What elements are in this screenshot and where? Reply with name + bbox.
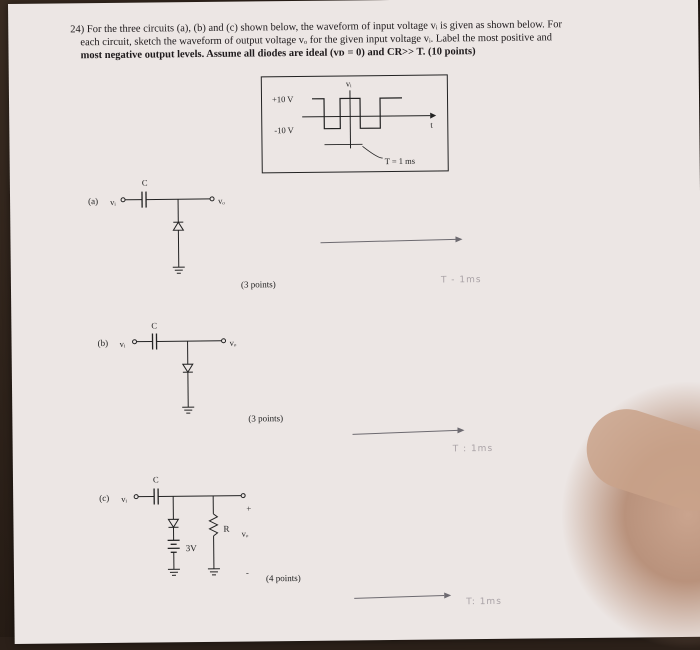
- circuit-c-output-terminal: [241, 494, 245, 498]
- circuit-a-answer-note: T - 1ms: [441, 275, 482, 285]
- circuit-c-time-arrow: [444, 592, 451, 598]
- question-line-1: 24) For the three circuits (a), (b) and (c) shown below, the waveform of input voltage vᵢ is given as shown below. For: [70, 17, 670, 36]
- circuit-c-points: (4 points): [266, 573, 301, 583]
- circuit-b-vi: vᵢ: [120, 339, 126, 349]
- circuit-a-label: (a): [88, 196, 98, 206]
- circuit-c-cap-label: C: [153, 474, 159, 484]
- circuit-a-cap-label: C: [142, 178, 148, 188]
- circuit-b-cap-label: C: [151, 320, 157, 330]
- circuit-c-resistor-symbol: [209, 514, 217, 536]
- circuit-b-vo: vₒ: [230, 338, 237, 348]
- circuit-c-wire-out: [158, 496, 241, 497]
- circuit-c-input-terminal: [134, 495, 138, 499]
- question-line-3: most negative output levels. Assume all diodes are ideal (vᴅ = 0) and CR>> T. (10 points): [70, 43, 670, 62]
- waveform-t-label: t: [430, 120, 432, 130]
- circuit-c-plus: +: [246, 503, 251, 513]
- circuit-c-vo: vₒ: [242, 529, 249, 539]
- circuit-a-vi: vᵢ: [110, 197, 116, 207]
- waveform-plus-label: +10 V: [272, 94, 294, 104]
- circuit-c-answer-note: T: 1ms: [466, 597, 502, 607]
- waveform-vi-label: vᵢ: [346, 78, 352, 88]
- circuit-c-diode-symbol: [168, 519, 178, 527]
- circuit-a-vo: vₒ: [218, 196, 225, 206]
- circuit-c-minus: -: [246, 568, 249, 578]
- circuit-c-label: (c): [99, 493, 109, 503]
- question-line-2: each circuit, sketch the waveform of output voltage vₒ for the given input voltage vᵢ. Label the most positive and: [70, 30, 670, 49]
- circuit-c-vi: vᵢ: [121, 494, 127, 504]
- waveform-period-label: T = 1 ms: [385, 156, 415, 166]
- circuit-a-points: (3 points): [241, 279, 276, 289]
- circuit-b-label: (b): [98, 338, 109, 348]
- circuit-c-battery-label: 3V: [186, 543, 197, 553]
- circuit-c-resistor-label: R: [223, 524, 229, 534]
- circuit-b-points: (3 points): [248, 413, 283, 423]
- circuit-c-time-axis: [354, 595, 444, 598]
- circuit-b-answer-note: T : 1ms: [453, 444, 494, 454]
- waveform-minus-label: -10 V: [274, 125, 294, 135]
